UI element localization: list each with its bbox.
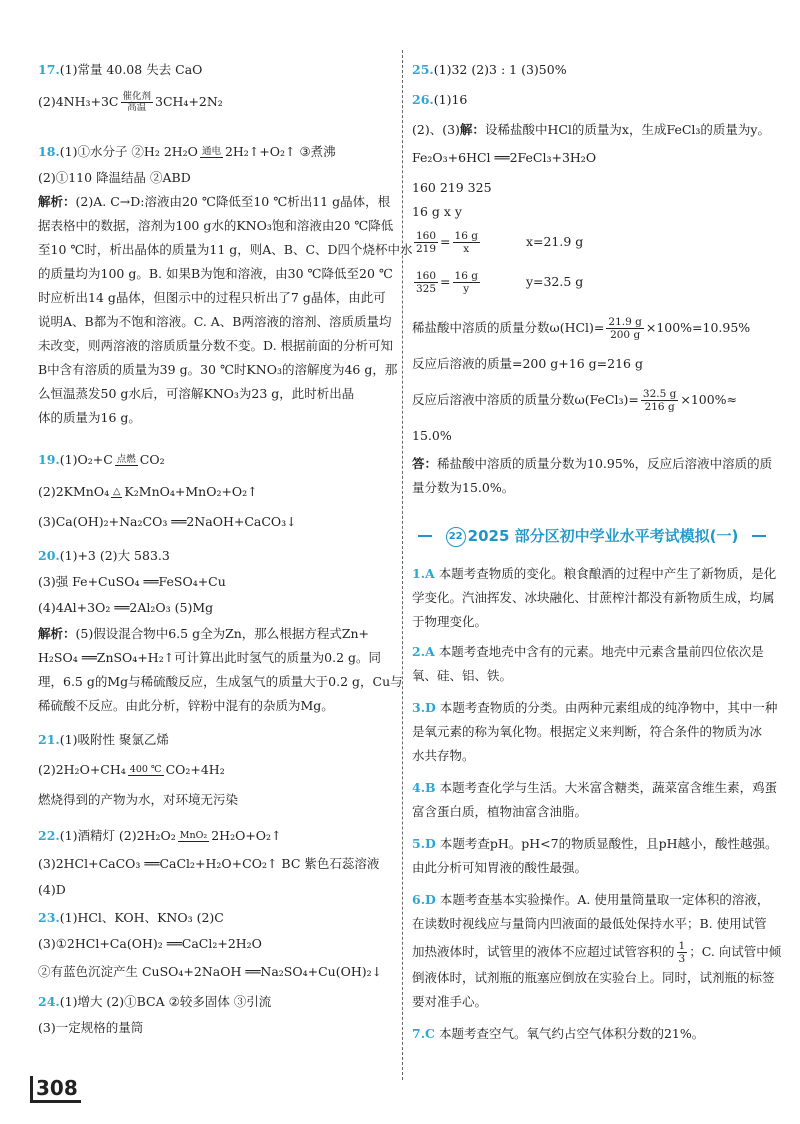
item-5-line1: 5.D 本题考查pH。pH<7的物质显酸性，且pH越小，酸性越强。 (412, 836, 778, 851)
q26-equation: Fe₂O₃+6HCl ══2FeCl₃+3H₂O (412, 150, 597, 165)
item-6-line4: 倒液体时，试剂瓶的瓶塞应倒放在实验台上。同时，试剂瓶的标签 (412, 970, 775, 985)
q26-answer-1: 答：稀盐酸中溶质的质量分数为10.95%，反应后溶液中溶质的质 (412, 456, 773, 471)
q18-jiexi-4: 的质量均为100 g。B. 如果B为饱和溶液，由30 ℃降低至20 ℃ (38, 266, 393, 281)
q22-line3: (4)D (38, 882, 66, 897)
item-6-line3: 加热液体时，试管里的液体不应超过试管容积的 $\frac{1}{3}$ ；C. 向试管中倾 (412, 940, 782, 965)
q18-jiexi-1: 解析：(2)A. C→D:溶液由20 ℃降低至10 ℃析出11 g晶体，根 (38, 194, 391, 209)
item-2-line2: 氧、硅、铝、铁。 (412, 668, 513, 683)
q26-answer-2: 量分数为15.0%。 (412, 480, 515, 495)
q20-line3: (4)4Al+3O₂ ══2Al₂O₃ (5)Mg (38, 600, 214, 615)
q22-line2: (3)2HCl+CaCO₃ ══CaCl₂+H₂O+CO₂↑ BC 紫色石蕊溶液 (38, 856, 380, 871)
q23-line1: 23.(1)HCl、KOH、KNO₃ (2)C (38, 910, 224, 925)
q20-line2: (3)强 Fe+CuSO₄ ══FeSO₄+Cu (38, 574, 226, 589)
item-5-line2: 由此分析可知胃液的酸性最强。 (412, 860, 588, 875)
q21-line3: 燃烧得到的产物为水，对环境无污染 (38, 792, 239, 807)
q26-fecl-fraction: 反应后溶液中溶质的质量分数ω(FeCl₃)= $\frac{32.5 g}{216 g}$ ×100%≈ (412, 388, 738, 413)
q18-jiexi-10: 体的质量为16 g。 (38, 410, 141, 425)
q20-jiexi-3: 理，6.5 g的Mg与稀硫酸反应，生成氢气的质量大于0.2 g，Cu与 (38, 674, 403, 689)
item-4-line1: 4.B 本题考查化学与生活。大米富含糖类，蔬菜富含维生素，鸡蛋 (412, 780, 778, 795)
q17-line1: 17.(1)常量 40.08 失去 CaO (38, 62, 203, 77)
q18-jiexi-9: 么恒温蒸发50 g水后，可溶解KNO₃为23 g，此时析出晶 (38, 386, 355, 401)
q20-jiexi-2: H₂SO₄ ══ZnSO₄+H₂↑可计算出此时氢气的质量为0.2 g。同 (38, 650, 382, 665)
q24-line2: (3)一定规格的量筒 (38, 1020, 144, 1035)
item-7-line1: 7.C 本题考查空气。氧气约占空气体积分数的21%。 (412, 1026, 705, 1041)
q26-line1: 26.(1)16 (412, 92, 468, 107)
q26-solve: (2)、(3)解：设稀盐酸中HCl的质量为x，生成FeCl₃的质量为y。 (412, 122, 770, 137)
q23-line2: (3)①2HCl+Ca(OH)₂ ══CaCl₂+2H₂O (38, 936, 262, 951)
q26-hcl-fraction: 稀盐酸中溶质的质量分数ω(HCl)= $\frac{21.9 g}{200 g}$ ×100%=10.95% (412, 316, 751, 341)
item-1-line2: 学变化。汽油挥发、冰块融化、甘蔗榨汁都没有新物质生成，均属 (412, 590, 775, 605)
q18-line1: 18.(1)①水分子 ②H₂ 2H₂O 通电 2H₂↑+O₂↑ ③煮沸 (38, 144, 336, 159)
q18-jiexi-8: B中含有溶质的质量为39 g。30 ℃时KNO₃的溶解度为46 g，那 (38, 362, 398, 377)
item-6-line5: 要对准手心。 (412, 994, 488, 1009)
q22-line1: 22.(1)酒精灯 (2)2H₂O₂ MnO₂ 2H₂O+O₂↑ (38, 828, 282, 843)
q26-ratios: 160 219 325 (412, 180, 492, 195)
q26-fraction-2: $\frac{160}{325}$ = $\frac{16 g}{y}$ y=32.5 g (416, 270, 584, 295)
q20-jiexi-1: 解析：(5)假设混合物中6.5 g全为Zn，那么根据方程式Zn+ (38, 626, 370, 641)
q26-fraction-1: $\frac{160}{219}$ = $\frac{16 g}{x}$ x=21.9 g (416, 230, 584, 255)
item-6-line1: 6.D 本题考查基本实验操作。A. 使用量筒量取一定体积的溶液， (412, 892, 770, 907)
q18-jiexi-3: 至10 ℃时，析出晶体的质量为11 g，则A、B、C、D四个烧杯中水 (38, 242, 413, 257)
q21-line2: (2)2H₂O+CH₄ 400 ℃ CO₂+4H₂ (38, 762, 225, 777)
item-4-line2: 富含蛋白质，植物油富含油脂。 (412, 804, 588, 819)
item-2-line1: 2.A 本题考查地壳中含有的元素。地壳中元素含量前四位依次是 (412, 644, 764, 659)
q20-line1: 20.(1)+3 (2)大 583.3 (38, 548, 170, 563)
q18-line2: (2)①110 降温结晶 ②ABD (38, 170, 191, 185)
q24-line1: 24.(1)增大 (2)①BCA ②较多固体 ③引流 (38, 994, 272, 1009)
q17-line2: (2)4NH₃+3C 催化剂 高温 3CH₄+2N₂ (38, 91, 223, 113)
item-1-line3: 于物理变化。 (412, 614, 488, 629)
q18-jiexi-5: 时应析出14 g晶体，但图示中的过程只析出了7 g晶体，由此可 (38, 290, 386, 305)
q18-jiexi-2: 据表格中的数据，溶剂为100 g水的KNO₃饱和溶液由20 ℃降低 (38, 218, 394, 233)
q26-mass: 反应后溶液的质量=200 g+16 g=216 g (412, 356, 643, 371)
section-badge: 22 (446, 527, 466, 547)
q20-jiexi-4: 稀硫酸不反应。由此分析，锌粉中混有的杂质为Mg。 (38, 698, 334, 713)
page-number: 308 (30, 1076, 81, 1103)
section-title: 22 2025 部分区初中学业水平考试模拟(一) (412, 522, 772, 550)
q26-fecl-result: 15.0% (412, 428, 452, 443)
q19-line3: (3)Ca(OH)₂+Na₂CO₃ ══2NaOH+CaCO₃↓ (38, 514, 297, 529)
q23-line3: ②有蓝色沉淀产生 CuSO₄+2NaOH ══Na₂SO₄+Cu(OH)₂↓ (38, 964, 383, 979)
q26-givens: 16 g x y (412, 204, 462, 219)
q18-jiexi-6: 说明A、B都为不饱和溶液。C. A、B两溶液的溶剂、溶质质量均 (38, 314, 392, 329)
q25-line1: 25.(1)32 (2)3 : 1 (3)50% (412, 62, 567, 77)
item-3-line3: 水共存物。 (412, 748, 475, 763)
q19-line1: 19.(1)O₂+C 点燃 CO₂ (38, 452, 165, 467)
column-divider (402, 50, 403, 1080)
item-3-line2: 是氧元素的称为氧化物。根据定义来判断，符合条件的物质为冰 (412, 724, 763, 739)
q18-jiexi-7: 未改变，则两溶液的溶质质量分数不变。D. 根据前面的分析可知 (38, 338, 394, 353)
item-3-line1: 3.D 本题考查物质的分类。由两种元素组成的纯净物中，其中一种 (412, 700, 778, 715)
item-6-line2: 在读数时视线应与量筒内凹液面的最低处保持水平；B. 使用试管 (412, 916, 767, 931)
item-1-line1: 1.A 本题考查物质的变化。粮食酿酒的过程中产生了新物质，是化 (412, 566, 777, 581)
q21-line1: 21.(1)吸附性 聚氯乙烯 (38, 732, 169, 747)
q19-line2: (2)2KMnO₄ △ K₂MnO₄+MnO₂+O₂↑ (38, 484, 258, 499)
